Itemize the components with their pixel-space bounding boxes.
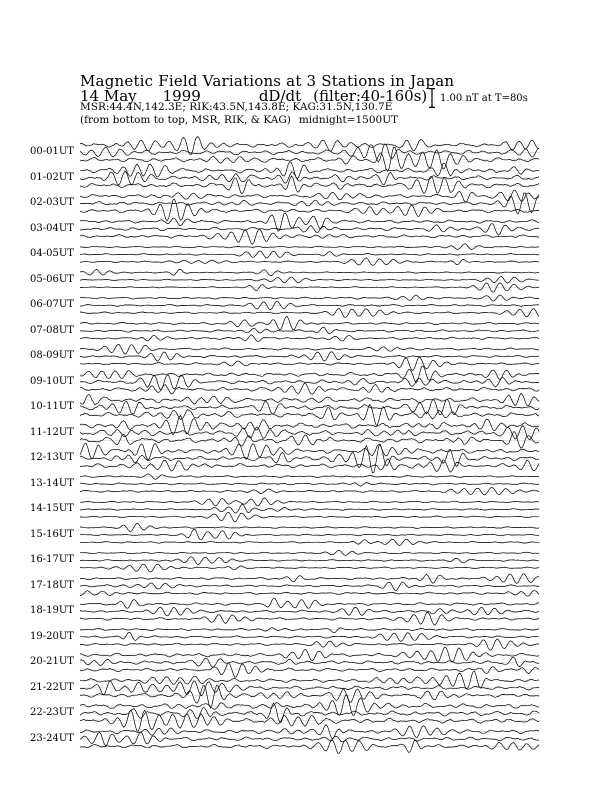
- row-label: 23-24UT: [30, 732, 74, 744]
- series-line-rik: [80, 657, 539, 667]
- series-line-rik: [80, 375, 539, 390]
- row-label: 14-15UT: [30, 503, 74, 514]
- series-line-msr: [80, 176, 539, 194]
- row-label: 07-08UT: [30, 324, 74, 336]
- series-line-rik: [80, 529, 539, 540]
- series-line-kag: [80, 647, 539, 662]
- row-label: 20-21UT: [30, 656, 74, 667]
- series-line-msr: [80, 405, 539, 427]
- series-line-kag: [80, 393, 539, 405]
- row-label: 13-14UT: [30, 477, 74, 489]
- row-label: 04-05UT: [30, 248, 74, 259]
- series-line-rik: [80, 582, 539, 590]
- row-label: 12-13UT: [30, 452, 74, 463]
- series-line-kag: [80, 551, 539, 556]
- row-label: 15-16UT: [30, 528, 74, 540]
- series-line-rik: [80, 277, 539, 284]
- row-label: 17-18UT: [30, 579, 74, 591]
- series-line-msr: [80, 383, 539, 394]
- series-line-kag: [80, 628, 539, 633]
- series-line-kag: [80, 137, 539, 155]
- series-line-kag: [80, 671, 539, 689]
- series-line-rik: [80, 681, 539, 696]
- row-label: 09-10UT: [30, 375, 74, 387]
- row-label: 08-09UT: [30, 350, 74, 361]
- component-label: dD/dt: [258, 87, 302, 105]
- row-label: 05-06UT: [30, 273, 74, 285]
- row-label: 03-04UT: [30, 222, 74, 234]
- series-line-msr: [80, 229, 539, 244]
- row-label: 18-19UT: [30, 605, 74, 616]
- row-label: 16-17UT: [30, 554, 74, 565]
- filter-label: (filter:40-160s): [313, 87, 428, 105]
- series-line-kag: [80, 244, 539, 250]
- row-label: 19-20UT: [30, 630, 74, 642]
- series-line-kag: [80, 344, 539, 354]
- series-line-msr: [80, 283, 539, 292]
- scale-label: 1.00 nT at T=80s: [440, 93, 528, 104]
- series-line-kag: [80, 316, 539, 330]
- date-day-month: 14 May: [80, 87, 137, 105]
- series-line-rik: [80, 251, 539, 258]
- order-note: (from bottom to top, MSR, RIK, & KAG): [80, 114, 291, 126]
- row-label: 11-12UT: [30, 426, 74, 438]
- row-label: 02-03UT: [30, 197, 74, 208]
- order-line: [80, 114, 398, 126]
- series-line-rik: [80, 224, 539, 236]
- series-line-msr: [80, 199, 539, 221]
- midnight-note: midnight=1500UT: [298, 114, 399, 126]
- stations-line: MSR:44.4N,142.3E; RIK:43.5N,143.8E; KAG:31.5N,130.7E: [80, 101, 393, 113]
- date-year: 1999: [162, 87, 201, 105]
- series-line-msr: [80, 309, 539, 318]
- chart-title: Magnetic Field Variations at 3 Stations in Japan: [80, 72, 455, 90]
- row-label: 10-11UT: [30, 401, 74, 412]
- row-label: 01-02UT: [30, 171, 74, 183]
- row-label: 06-07UT: [30, 299, 74, 310]
- row-label: 21-22UT: [30, 681, 74, 693]
- row-label: 22-23UT: [30, 707, 74, 718]
- series-line-kag: [80, 598, 539, 608]
- row-label: 00-01UT: [30, 146, 74, 157]
- scale-bar: [428, 88, 436, 108]
- series-line-rik: [80, 327, 539, 334]
- series-line-rik: [80, 483, 539, 487]
- series-line-msr: [80, 663, 539, 677]
- series-line-rik: [80, 504, 539, 513]
